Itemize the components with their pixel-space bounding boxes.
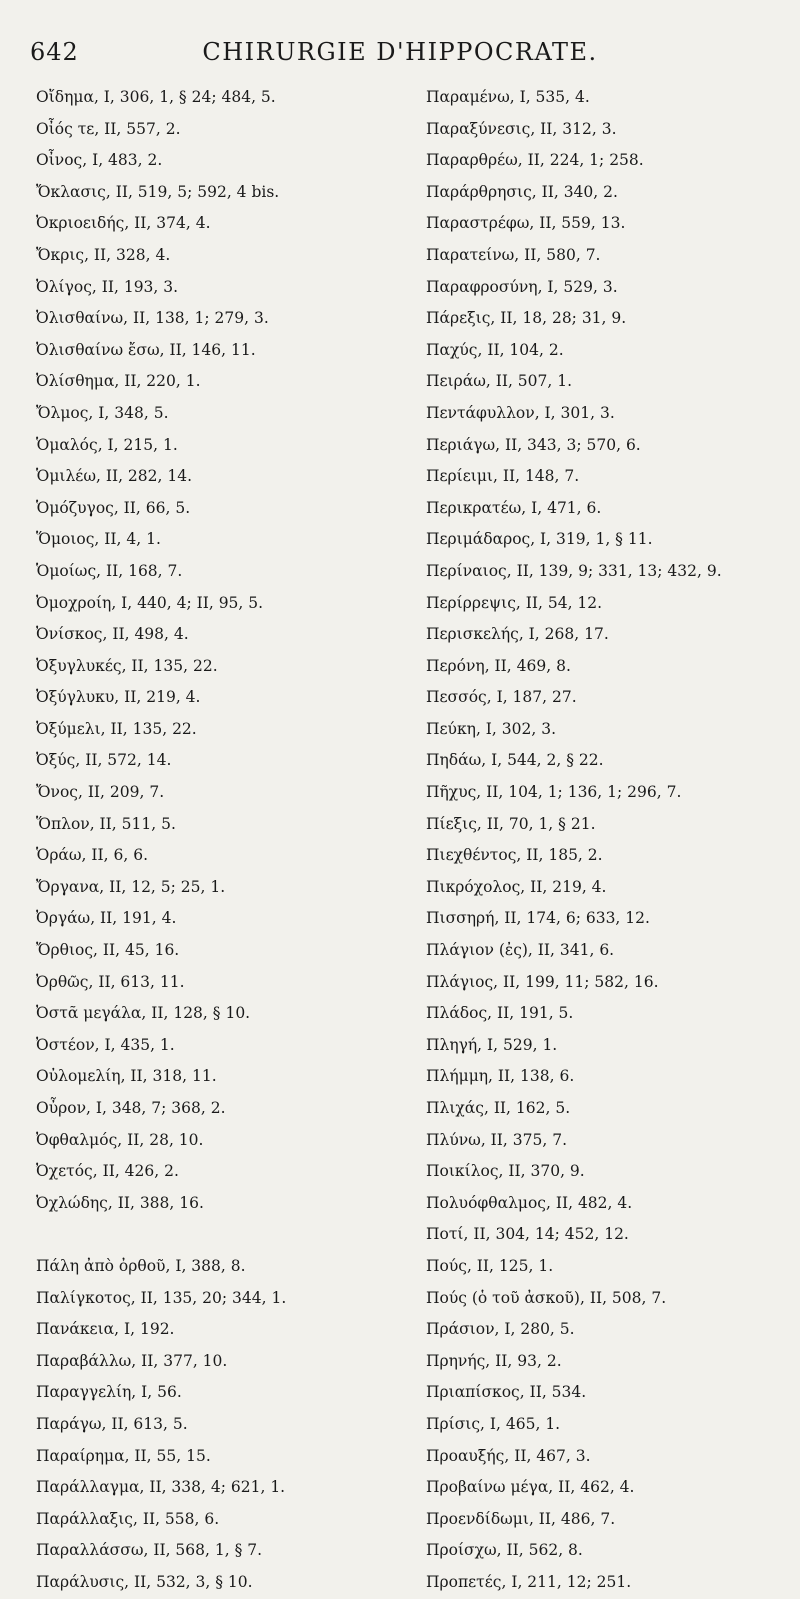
index-entry: Ὄκρις, II, 328, 4. bbox=[36, 245, 171, 264]
index-entry: Παρατείνω, II, 580, 7. bbox=[426, 245, 601, 264]
index-entry: Προαυξής, II, 467, 3. bbox=[426, 1446, 591, 1465]
index-entry: Ὁμοίως, II, 168, 7. bbox=[36, 561, 183, 580]
index-entry: Προβαίνω μέγα, II, 462, 4. bbox=[426, 1478, 635, 1497]
index-entry: Ὁμιλέω, II, 282, 14. bbox=[36, 467, 193, 486]
index-entry: Ὁμόζυγος, II, 66, 5. bbox=[36, 498, 191, 517]
index-entry: Περίειμι, II, 148, 7. bbox=[426, 467, 580, 486]
index-entry: Πλάδος, II, 191, 5. bbox=[426, 1004, 574, 1023]
index-entry: Ὀλισθαίνω, II, 138, 1; 279, 3. bbox=[36, 309, 269, 328]
index-entry: Ὁμαλός, I, 215, 1. bbox=[36, 435, 178, 454]
index-column-left bbox=[36, 82, 406, 1599]
index-entry: Πλάγιον (ἐς), II, 341, 6. bbox=[426, 941, 615, 960]
index-entry: Παλίγκοτος, II, 135, 20; 344, 1. bbox=[36, 1288, 287, 1307]
index-entry: Ὀξύγλυκυ, II, 219, 4. bbox=[36, 688, 201, 707]
index-entry: Πισσηρή, II, 174, 6; 633, 12. bbox=[426, 909, 650, 928]
index-entry: Ὀχλώδης, II, 388, 16. bbox=[36, 1193, 204, 1212]
index-entry: Παραρθρέω, II, 224, 1; 258. bbox=[426, 151, 644, 170]
index-entry: Περιάγω, II, 343, 3; 570, 6. bbox=[426, 435, 641, 454]
index-entry: Ὄνος, II, 209, 7. bbox=[36, 783, 165, 802]
index-entry: Ὄλμος, I, 348, 5. bbox=[36, 403, 169, 422]
index-entry: Παραβάλλω, II, 377, 10. bbox=[36, 1351, 228, 1370]
index-entry: Ὀκριοειδής, II, 374, 4. bbox=[36, 214, 211, 233]
index-entry: Ὀλίγος, II, 193, 3. bbox=[36, 277, 179, 296]
index-entry: Πεσσός, I, 187, 27. bbox=[426, 688, 577, 707]
index-entry: Ποτί, II, 304, 14; 452, 12. bbox=[426, 1225, 629, 1244]
index-entry: Ποικίλος, II, 370, 9. bbox=[426, 1162, 585, 1181]
index-entry: Οἶνος, I, 483, 2. bbox=[36, 151, 163, 170]
index-entry: Ὄρθιος, II, 45, 16. bbox=[36, 941, 180, 960]
index-entry: Ὀξυγλυκές, II, 135, 22. bbox=[36, 656, 218, 675]
section-gap bbox=[36, 1219, 406, 1251]
index-entry: Ὀξύς, II, 572, 14. bbox=[36, 751, 172, 770]
index-entry: Ὀμοχροίη, I, 440, 4; II, 95, 5. bbox=[36, 593, 264, 612]
index-entry: Ὀργάω, II, 191, 4. bbox=[36, 909, 177, 928]
index-entry: Παραίρημα, II, 55, 15. bbox=[36, 1446, 211, 1465]
index-entry: Πλιχάς, II, 162, 5. bbox=[426, 1099, 571, 1117]
index-entry: Πούς (ὁ τοῦ ἀσκοῦ), II, 508, 7. bbox=[426, 1288, 667, 1307]
index-entry: Πιεχθέντος, II, 185, 2. bbox=[426, 846, 603, 865]
index-entry: Παράλλαγμα, II, 338, 4; 621, 1. bbox=[36, 1478, 286, 1497]
index-entry: Περιμάδαρος, I, 319, 1, § 11. bbox=[426, 530, 653, 549]
index-entry: Παραμένω, I, 535, 4. bbox=[426, 88, 590, 106]
index-entry: Πράσιον, I, 280, 5. bbox=[426, 1320, 575, 1339]
index-column-right bbox=[426, 82, 796, 1599]
page-header bbox=[0, 38, 800, 74]
index-entry: Προενδίδωμι, II, 486, 7. bbox=[426, 1509, 616, 1528]
index-entry: Ὁράω, II, 6, 6. bbox=[36, 846, 148, 865]
index-entry: Παραφροσύνη, I, 529, 3. bbox=[426, 277, 618, 296]
index-entry: Παχύς, II, 104, 2. bbox=[426, 340, 564, 359]
index-entry: Πίεξις, II, 70, 1, § 21. bbox=[426, 814, 596, 833]
index-entry: Ὀρθῶς, II, 613, 11. bbox=[36, 972, 185, 991]
index-entry: Πηδάω, I, 544, 2, § 22. bbox=[426, 751, 604, 770]
index-entry: Ὀλίσθημα, II, 220, 1. bbox=[36, 372, 201, 391]
index-entry: Πούς, II, 125, 1. bbox=[426, 1256, 554, 1275]
index-entry: Παράλυσις, II, 532, 3, § 10. bbox=[36, 1572, 253, 1591]
index-entry: Πεντάφυλλον, I, 301, 3. bbox=[426, 403, 615, 422]
index-entry: Παράλλαξις, II, 558, 6. bbox=[36, 1509, 220, 1528]
index-entry: Παραξύνεσις, II, 312, 3. bbox=[426, 119, 617, 138]
index-entry: Ὀνίσκος, II, 498, 4. bbox=[36, 625, 189, 644]
index-entry: Πλήμμη, II, 138, 6. bbox=[426, 1067, 575, 1086]
index-entry: Πλάγιος, II, 199, 11; 582, 16. bbox=[426, 972, 659, 991]
index-entry: Πρηνής, II, 93, 2. bbox=[426, 1351, 562, 1370]
index-entry: Παράγω, II, 613, 5. bbox=[36, 1414, 188, 1433]
running-title: CHIRURGIE D'HIPPOCRATE. bbox=[202, 38, 598, 66]
index-entry: Πειράω, II, 507, 1. bbox=[426, 372, 573, 391]
index-entry: Πεύκη, I, 302, 3. bbox=[426, 719, 557, 738]
index-entry: Ὅπλον, II, 511, 5. bbox=[36, 814, 176, 833]
index-entry: Οὖρον, I, 348, 7; 368, 2. bbox=[36, 1099, 226, 1117]
index-entry: Περίρρεψις, II, 54, 12. bbox=[426, 593, 603, 612]
index-entry: Προπετές, I, 211, 12; 251. bbox=[426, 1572, 632, 1591]
index-entry: Ὀστᾶ μεγάλα, II, 128, § 10. bbox=[36, 1004, 251, 1023]
index-entry: Ὀφθαλμός, II, 28, 10. bbox=[36, 1130, 204, 1149]
index-entry: Πικρόχολος, II, 219, 4. bbox=[426, 877, 607, 896]
index-entry: Ὀλισθαίνω ἔσω, II, 146, 11. bbox=[36, 340, 256, 359]
index-entry: Πλύνω, II, 375, 7. bbox=[426, 1130, 568, 1149]
index-entry: Παραστρέφω, II, 559, 13. bbox=[426, 214, 626, 233]
index-entry: Οἶός τε, II, 557, 2. bbox=[36, 119, 181, 138]
index-entry: Περικρατέω, I, 471, 6. bbox=[426, 498, 602, 517]
index-entry: Πάλη ἀπὸ ὀρθοῦ, I, 388, 8. bbox=[36, 1256, 246, 1275]
index-entry: Περίναιος, II, 139, 9; 331, 13; 432, 9. bbox=[426, 561, 722, 580]
index-entry: Πληγή, I, 529, 1. bbox=[426, 1035, 558, 1054]
index-entry: Ὅμοιος, II, 4, 1. bbox=[36, 530, 161, 549]
index-entry: Περισκελής, I, 268, 17. bbox=[426, 625, 609, 644]
index-entry: Ὀστέον, I, 435, 1. bbox=[36, 1035, 175, 1054]
index-entry: Προίσχω, II, 562, 8. bbox=[426, 1541, 583, 1560]
index-entry: Παραγγελίη, I, 56. bbox=[36, 1383, 182, 1402]
index-entry: Οἴδημα, I, 306, 1, § 24; 484, 5. bbox=[36, 88, 276, 106]
index-entry: Οὐλομελίη, II, 318, 11. bbox=[36, 1067, 217, 1086]
index-entry: Πῆχυς, II, 104, 1; 136, 1; 296, 7. bbox=[426, 783, 682, 802]
page-number: 642 bbox=[30, 38, 79, 66]
index-entry: Ὄκλασις, II, 519, 5; 592, 4 bis. bbox=[36, 182, 280, 201]
index-entry: Πανάκεια, I, 192. bbox=[36, 1320, 175, 1339]
index-entry: Ὀξύμελι, II, 135, 22. bbox=[36, 719, 197, 738]
index-entry: Παραλλάσσω, II, 568, 1, § 7. bbox=[36, 1541, 263, 1560]
index-entry: Παράρθρησις, II, 340, 2. bbox=[426, 182, 618, 201]
index-entry: Περόνη, II, 469, 8. bbox=[426, 656, 571, 675]
index-entry: Ὀχετός, II, 426, 2. bbox=[36, 1162, 179, 1181]
index-entry: Πάρεξις, II, 18, 28; 31, 9. bbox=[426, 309, 627, 328]
index-entry: Πρίσις, I, 465, 1. bbox=[426, 1414, 561, 1433]
index-entry: Πριαπίσκος, II, 534. bbox=[426, 1383, 587, 1402]
index-entry: Ὄργανα, II, 12, 5; 25, 1. bbox=[36, 877, 226, 896]
index-entry: Πολυόφθαλμος, II, 482, 4. bbox=[426, 1193, 633, 1212]
